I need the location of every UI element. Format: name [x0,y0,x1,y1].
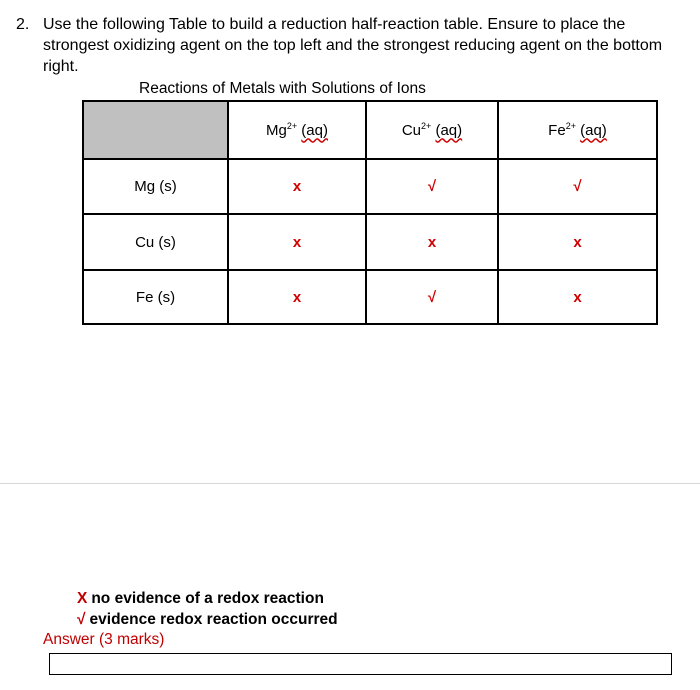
table-row [83,159,657,214]
reaction-check-icon: √ [366,159,498,214]
column-header-cu: $Cu^{2+}$ (aq) [366,101,498,159]
question-number: 2. [16,16,30,33]
reaction-check-icon: √ [366,270,498,324]
no-reaction-cross-icon: x [228,214,366,270]
no-reaction-cross-icon: x [498,270,657,324]
legend-no-reaction: X no evidence of a redox reaction [77,590,324,607]
question-block [16,14,676,77]
no-reaction-cross-icon: x [228,159,366,214]
column-header-mg: $Mg^{2+}$ (aq) [228,101,366,159]
table-row [83,270,657,324]
cross-icon: X [77,590,88,607]
table-caption: Reactions of Metals with Solutions of Ions [139,80,426,97]
legend [77,588,338,630]
legend-reaction: √ evidence redox reaction occurred [77,611,338,628]
answer-label: Answer (3 marks) [43,631,165,648]
no-reaction-cross-icon: x [228,270,366,324]
question-text: Use the following Table to build a reduction half-reaction table. Ensure to place the strongest oxidizing agent on the top left and the strongest reducing agent on the bottom right. [43,16,663,75]
reaction-check-icon: √ [498,159,657,214]
check-icon: √ [77,611,86,628]
row-label-mg: Mg (s) [83,159,228,214]
table-corner-cell [83,101,228,159]
answer-input[interactable] [49,653,672,675]
no-reaction-cross-icon: x [366,214,498,270]
row-label-fe: Fe (s) [83,270,228,324]
column-header-fe: $Fe^{2+}$ (aq) [498,101,657,159]
row-label-cu: Cu (s) [83,214,228,270]
table-row [83,214,657,270]
reactions-table [82,100,658,325]
no-reaction-cross-icon: x [498,214,657,270]
section-divider [0,483,700,484]
table-header-row [83,101,657,159]
